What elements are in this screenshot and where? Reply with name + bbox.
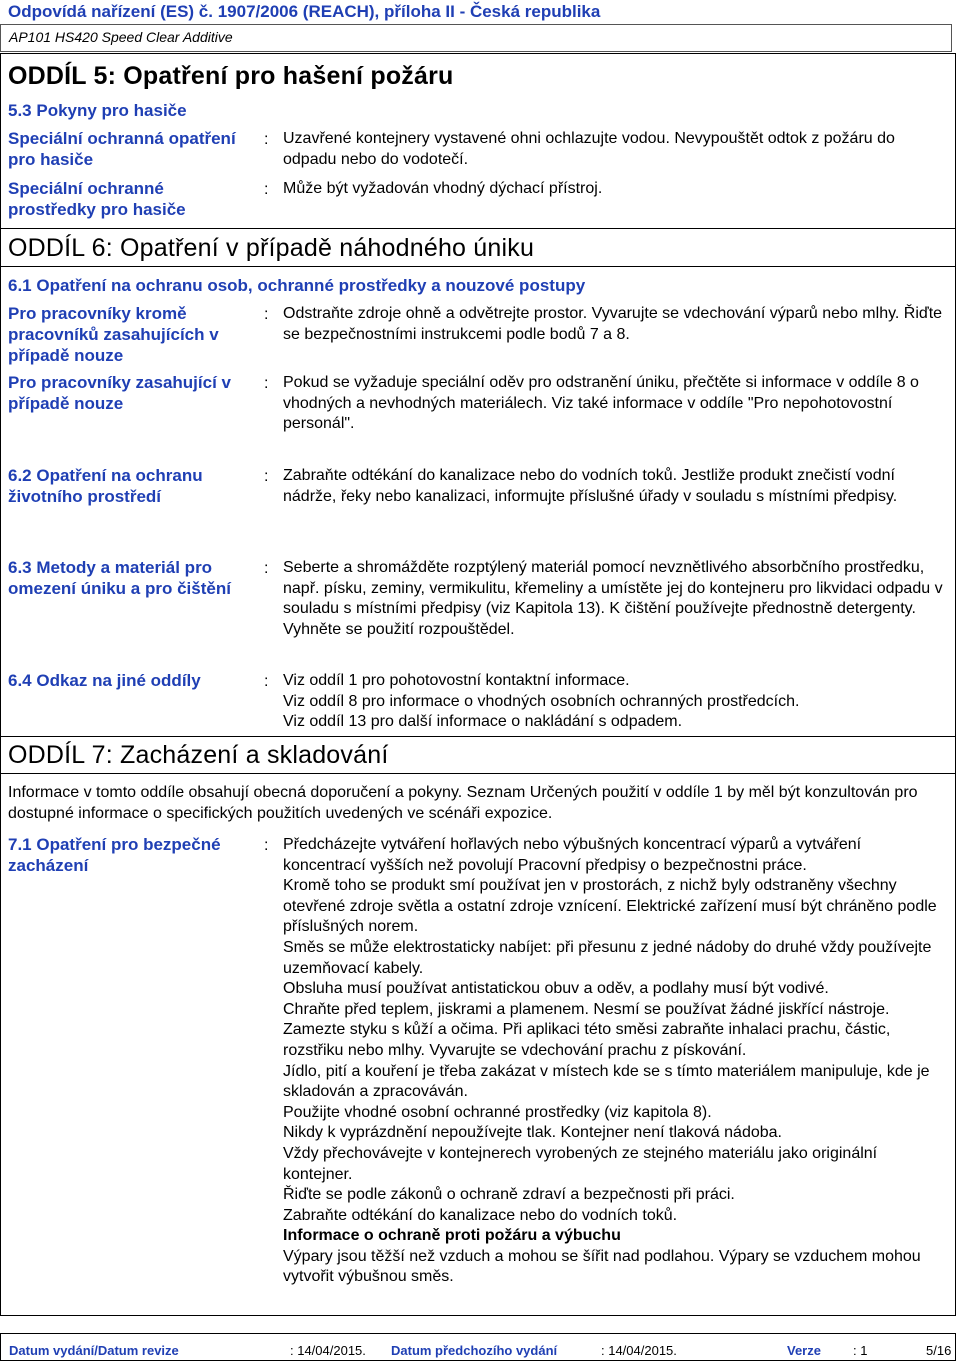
colon: : — [264, 673, 269, 690]
non-emergency-personnel-value: Odstraňte zdroje ohně a odvětrejte prostor. Vyvarujte se vdechování výparů nebo mlhy. Řiďte se bezpečnostními instrukcemi podle bodů 7 a 8. — [283, 305, 943, 343]
section-7-1-value — [283, 835, 948, 1288]
issue-date-label: Datum vydání/Datum revize — [9, 1343, 179, 1358]
version-value: : 1 — [853, 1343, 868, 1358]
section-5-3-heading: 5.3 Pokyny pro hasiče — [8, 101, 187, 120]
handling-line: Obsluha musí používat antistatickou obuv a oděv, a podlahy musí být vodivé. — [283, 980, 829, 998]
reference-line: Viz oddíl 8 pro informace o vhodných osobních ochranných prostředcích. — [283, 692, 800, 710]
emergency-responders-label: Pro pracovníky zasahující v případě nouze — [8, 373, 231, 413]
section-6-3-label: 6.3 Metody a materiál pro omezení úniku a pro čištění — [8, 558, 231, 598]
handling-line: Směs se může elektrostaticky nabíjet: při přesunu z jedné nádoby do druhé vždy používejte uzemňovací kabely. — [283, 938, 932, 977]
previous-issue-value: : 14/04/2015. — [601, 1343, 677, 1358]
product-name-bar — [0, 24, 952, 52]
section-7-1-label: 7.1 Opatření pro bezpečné zacházení — [8, 835, 221, 875]
non-emergency-personnel-label: Pro pracovníky kromě pracovníků zasahujících v případě nouze — [8, 304, 219, 365]
colon: : — [264, 468, 269, 485]
section-divider — [0, 773, 956, 774]
colon: : — [264, 181, 269, 198]
section-divider — [0, 736, 956, 737]
regulation-header: Odpovídá nařízení (ES) č. 1907/2006 (REACH), příloha II - Česká republika — [8, 2, 601, 21]
colon: : — [264, 375, 269, 392]
section-6-4-value — [283, 671, 948, 733]
colon: : — [264, 306, 269, 323]
section-6-4-label: 6.4 Odkaz na jiné oddíly — [8, 671, 201, 690]
firefighter-protective-actions-label: Speciální ochranná opatření pro hasiče — [8, 129, 236, 169]
handling-line: Jídlo, pití a kouření je třeba zakázat v místech kde se s tímto materiálem manipuluje, kde je skladován a zpracováván. — [283, 1062, 930, 1101]
handling-line: Nikdy k vyprázdnění nepoužívejte tlak. Kontejner není tlaková nádoba. — [283, 1124, 782, 1142]
firefighter-equipment-value: Může být vyžadován vhodný dýchací přístroj. — [283, 180, 603, 197]
handling-line: Zabraňte odtékání do kanalizace nebo do vodních toků. — [283, 1206, 678, 1224]
colon: : — [264, 560, 269, 577]
section-divider — [0, 266, 956, 267]
colon: : — [264, 837, 269, 854]
colon: : — [264, 131, 269, 148]
previous-issue-label: Datum předchozího vydání — [391, 1343, 558, 1358]
section-7-intro: Informace v tomto oddíle obsahují obecná doporučení a pokyny. Seznam Určených použití v oddíle 1 by měl být konzultován pro dostupné informace o specifických použitích uvedených ve scénáři expozice. — [8, 784, 918, 822]
fire-explosion-heading: Informace o ochraně proti požáru a výbuchu — [283, 1227, 621, 1245]
section-6-1-heading: 6.1 Opatření na ochranu osob, ochranné prostředky a nouzové postupy — [8, 276, 586, 295]
section-7-title: ODDÍL 7: Zacházení a skladování — [8, 741, 389, 769]
issue-date-value: : 14/04/2015. — [290, 1343, 366, 1358]
section-6-title: ODDÍL 6: Opatření v případě náhodného úniku — [8, 234, 535, 262]
section-6-2-label: 6.2 Opatření na ochranu životního prostředí — [8, 466, 203, 506]
handling-line: Předcházejte vytváření hořlavých nebo výbušných koncentrací výparů a vytváření koncentrací vyšších než povolují Pracovní předpisy o bezpečnostni práce. — [283, 836, 862, 874]
product-name: AP101 HS420 Speed Clear Additive — [9, 29, 233, 45]
page-number: 5/16 — [926, 1343, 952, 1358]
section-6-3-value: Seberte a shromážděte rozptýlený materiál pomocí nevznětlivého absorbčního prostředku, např. písku, zeminy, vermikulitu, křemeliny a umístěte jej do kontejneru pro likvidaci odpadu v souladu s místními předpisy (viz Kapitola 13). K čištění používejte přednostně detergenty. Vyhněte se použití rozpouštědel. — [283, 559, 943, 638]
emergency-responders-value: Pokud se vyžaduje speciální oděv pro odstranění úniku, přečtěte si informace v oddíle 8 o vhodných a nevhodných materiálech. Viz také informace v oddíle "Pro nepohotovostní personál". — [283, 374, 919, 433]
footer — [0, 1333, 956, 1361]
section-divider — [0, 228, 956, 229]
section-5-title: ODDÍL 5: Opatření pro hašení požáru — [8, 62, 454, 90]
firefighter-protective-actions-value: Uzavřené kontejnery vystavené ohni ochlazujte vodou. Nevypouštět odtok z požáru do odpadu nebo do vodotečí. — [283, 130, 895, 168]
handling-line: Chraňte před teplem, jiskrami a plamenem. Nesmí se používat žádné jiskřící nástroje. — [283, 1000, 890, 1018]
fire-explosion-text: Výpary jsou těžší než vzduch a mohou se šířit nad podlahou. Výpary se vzduchem mohou vytvořit výbušnou směs. — [283, 1247, 921, 1286]
reference-line: Viz oddíl 1 pro pohotovostní kontaktní informace. — [283, 672, 630, 689]
handling-line: Řiďte se podle zákonů o ochraně zdraví a bezpečnosti při práci. — [283, 1186, 735, 1204]
firefighter-equipment-label: Speciální ochranné prostředky pro hasiče — [8, 179, 186, 219]
version-label: Verze — [787, 1343, 821, 1358]
handling-line: Použijte vhodné osobní ochranné prostředky (viz kapitola 8). — [283, 1103, 712, 1121]
handling-line: Kromě toho se produkt smí používat jen v prostorách, z nichž byly odstraněny všechny otevřené zdroje světla a ostatní zdroje vznícení. Elektrické zařízení musí být chráněno podle příslušných norem. — [283, 877, 937, 936]
handling-line: Vždy přechovávejte v kontejnerech vyrobených ze stejného materiálu jako originální kontejner. — [283, 1144, 878, 1183]
reference-line: Viz oddíl 13 pro další informace o nakládání s odpadem. — [283, 713, 683, 731]
section-6-2-value: Zabraňte odtékání do kanalizace nebo do vodních toků. Jestliže produkt znečistí vodní nádrže, řeky nebo kanalizaci, informujte příslušné úřady v souladu s místními předpisy. — [283, 467, 898, 505]
handling-line: Zamezte styku s kůží a očima. Při aplikaci této směsi zabraňte inhalaci prachu, částic, rozstřiku nebo mlhy. Vyvarujte se vdechování prachu z pískování. — [283, 1021, 891, 1059]
